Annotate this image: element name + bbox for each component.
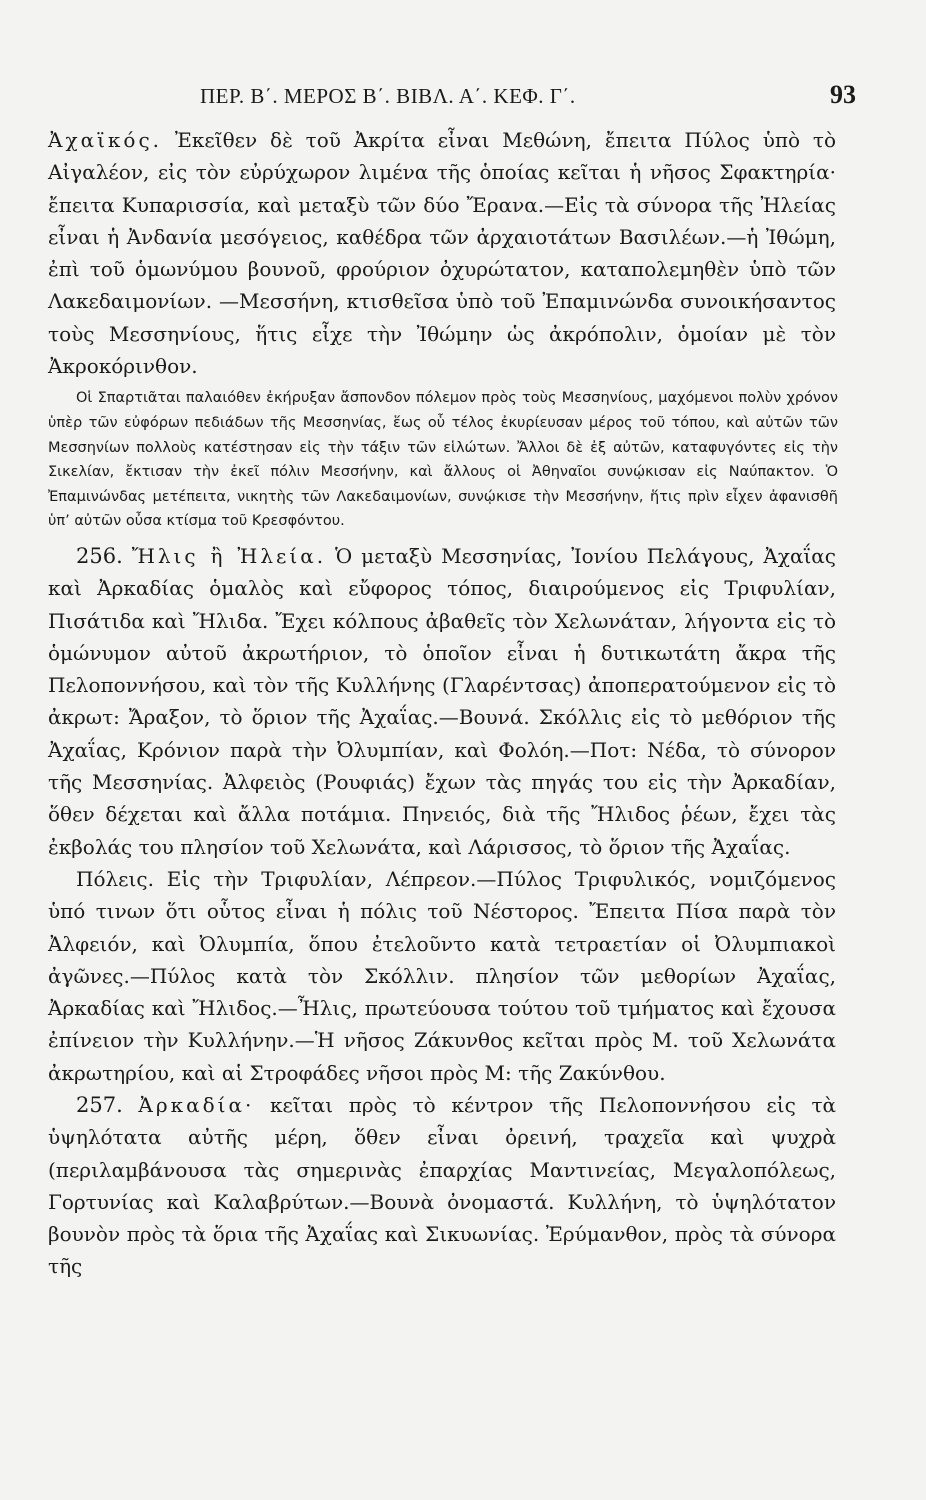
section-256 [48,540,836,863]
paragraph-cities [48,863,836,1089]
section-text: Ὁ μεταξὺ Μεσσηνίας, Ἰονίου Πελάγους, Ἀχαΐας καὶ Ἀρκαδίας ὁμαλὸς καὶ εὔφορος τόπος, διαιρούμενος εἰς Τριφυλίαν, Πισάτιδα καὶ Ἤλιδα. Ἔχει κόλπους ἀβαθεῖς τὸν Χελωνάταν, λήγοντα εἰς τὸ ὁμώνυμον αὐτοῦ ἀκρωτήριον, τὸ ὁποῖον εἶναι ἡ δυτικωτάτη ἄκρα τῆς Πελοποννήσου, καὶ τὸν τῆς Κυλλήνης (Γλαρέντσας) ἀποπερατούμενον εἰς τὸ ἀκρωτ: Ἄραξον, τὸ ὅριον τῆς Ἀχαΐας.—Βουνά. Σκόλλις εἰς τὸ μεθόριον τῆς Ἀχαΐας, Κρόνιον παρὰ τὴν Ὀλυμπίαν, καὶ Φολόη.—Ποτ: Νέδα, τὸ σύνορον τῆς Μεσσηνίας. Ἀλφειὸς (Ρουφιάς) ἔχων τὰς πηγάς του εἰς τὴν Ἀρκαδίαν, ὅθεν δέχεται καὶ ἄλλα ποτάμια. Πηνειός, διὰ τῆς Ἤλιδος ῥέων, ἔχει τὰς ἐκβολάς του πλησίον τοῦ Χελωνάτα, καὶ Λάρισσος, τὸ ὅριον τῆς Ἀχαΐας. [48,543,836,859]
paragraph-text: Ἐκεῖθεν δὲ τοῦ Ἀκρίτα εἶναι Μεθώνη, ἔπειτα Πύλος ὑπὸ τὸ Αἰγαλέον, εἰς τὸν εὐρύχωρον λιμένα τῆς ὁποίας κεῖται ἡ νῆσος Σφακτηρία· ἔπειτα Κυπαρισσία, καὶ μεταξὺ τῶν δύο Ἔρανα.—Εἰς τὰ σύνορα τῆς Ἠλείας εἶναι ἡ Ἀνδανία μεσόγειος, καθέδρα τῶν ἀρχαιοτάτων Βασιλέων.—ἡ Ἰθώμη, ἐπὶ τοῦ ὁμωνύμου βουνοῦ, φρούριον ὀχυρώτατον, καταπολεμηθὲν ὑπὸ τῶν Λακεδαιμονίων. —Μεσσήνη, κτισθεῖσα ὑπὸ τοῦ Ἐπαμινώνδα συνοικήσαντος τοὺς Μεσσηνίους, ἥτις εἶχε τὴν Ἰθώμην ὡς ἀκρόπολιν, ὁμοίαν μὲ τὸν Ἀκροκόρινθον. [48,128,836,379]
section-text: κεῖται πρὸς τὸ κέντρον τῆς Πελοποννήσου εἰς τὰ ὑψηλότατα αὐτῆς μέρη, ὅθεν εἶναι ὀρεινή, τραχεῖα καὶ ψυχρὰ (περιλαμβάνουσα τὰς σημερινὰς ἐπαρχίας Μαντινείας, Μεγαλοπόλεως, Γορτυνίας καὶ Καλαβρύτων.—Βουνὰ ὀνομαστά. Κυλλήνη, τὸ ὑψηλότατον βουνὸν πρὸς τὰ ὅρια τῆς Ἀχαΐας καὶ Σικυωνίας. Ἐρύμανθον, πρὸς τὰ σύνορα τῆς [48,1092,837,1279]
section-heading: Ἤλις ἢ Ἠλεία. [131,543,327,568]
paragraph-text: Εἰς τὴν Τριφυλίαν, Λέπρεον.—Πύλος Τριφυλικός, νομιζόμενος ὑπό τινων ὅτι οὗτος εἶναι ἡ πόλις τοῦ Νέστορος. Ἔπειτα Πίσα παρὰ τὸν Ἀλφειόν, καὶ Ὀλυμπία, ὅπου ἐτελοῦντο κατὰ τετραετίαν οἱ Ὀλυμπιακοὶ ἀγῶνες.—Πύλος κατὰ τὸν Σκόλλιν. πλησίον τῶν μεθορίων Ἀχαΐας, Ἀρκαδίας καὶ Ἤλιδος.—Ἦλις, πρωτεύουσα τούτου τοῦ τμήματος καὶ ἔχουσα ἐπίνειον τὴν Κυλλήνην.—Ἡ νῆσος Ζάκυνθος κεῖται πρὸς Μ. τοῦ Χελωνάτα ἀκρωτηρίου, καὶ αἱ Στροφάδες νῆσοι πρὸς Μ: τῆς Ζακύνθου. [48,866,836,1085]
section-number: 256. [76,543,123,568]
footnote-spartans: Οἱ Σπαρτιᾶται παλαιόθεν ἐκήρυξαν ἄσπονδον πόλεμον πρὸς τοὺς Μεσσηνίους, μαχόμενοι πολὺν χρόνον ὑπὲρ τῶν εὐφόρων πεδιάδων τῆς Μεσσηνίας, ἕως οὗ τέλος ἐκυρίευσαν μέρος τοῦ τόπου, καὶ αὐτῶν τῶν Μεσσηνίων πολλοὺς κατέστησαν εἰς τὴν τάξιν τῶν εἱλώτων. Ἄλλοι δὲ ἐξ αὐτῶν, καταφυγόντες εἰς τὴν Σικελίαν, ἔκτισαν τὴν ἐκεῖ πόλιν Μεσσήνην, καὶ ἄλλους οἱ Ἀθηναῖοι συνῴκισαν εἰς Ναύπακτον. Ὁ Ἐπαμινώνδας μετέπειτα, νικητὴς τῶν Λακεδαιμονίων, συνῴκισε τὴν Μεσσήνην, ἥτις πρὶν εἶχεν ἀφανισθῆ ὑπ’ αὐτῶν οὖσα κτίσμα τοῦ Κρεσφόντου. [48,390,838,530]
section-number: 257. [76,1092,123,1117]
main-text-2 [48,540,836,1283]
running-title: ΠΕΡ. Β΄. ΜΕΡΟΣ Β΄. ΒΙΒΛ. Α΄. ΚΕΦ. Γ΄. [200,84,576,108]
paragraph-lead: Ἀχαϊκός. [48,128,163,152]
section-heading: Ἀρκαδία· [138,1092,255,1117]
section-257 [48,1089,836,1283]
running-head [40,80,886,124]
paragraph-messenia-cont [48,124,836,382]
book-page [40,80,886,1283]
paragraph-lead: Πόλεις. [76,866,154,891]
main-text [48,124,836,382]
page-number: 93 [830,80,856,109]
